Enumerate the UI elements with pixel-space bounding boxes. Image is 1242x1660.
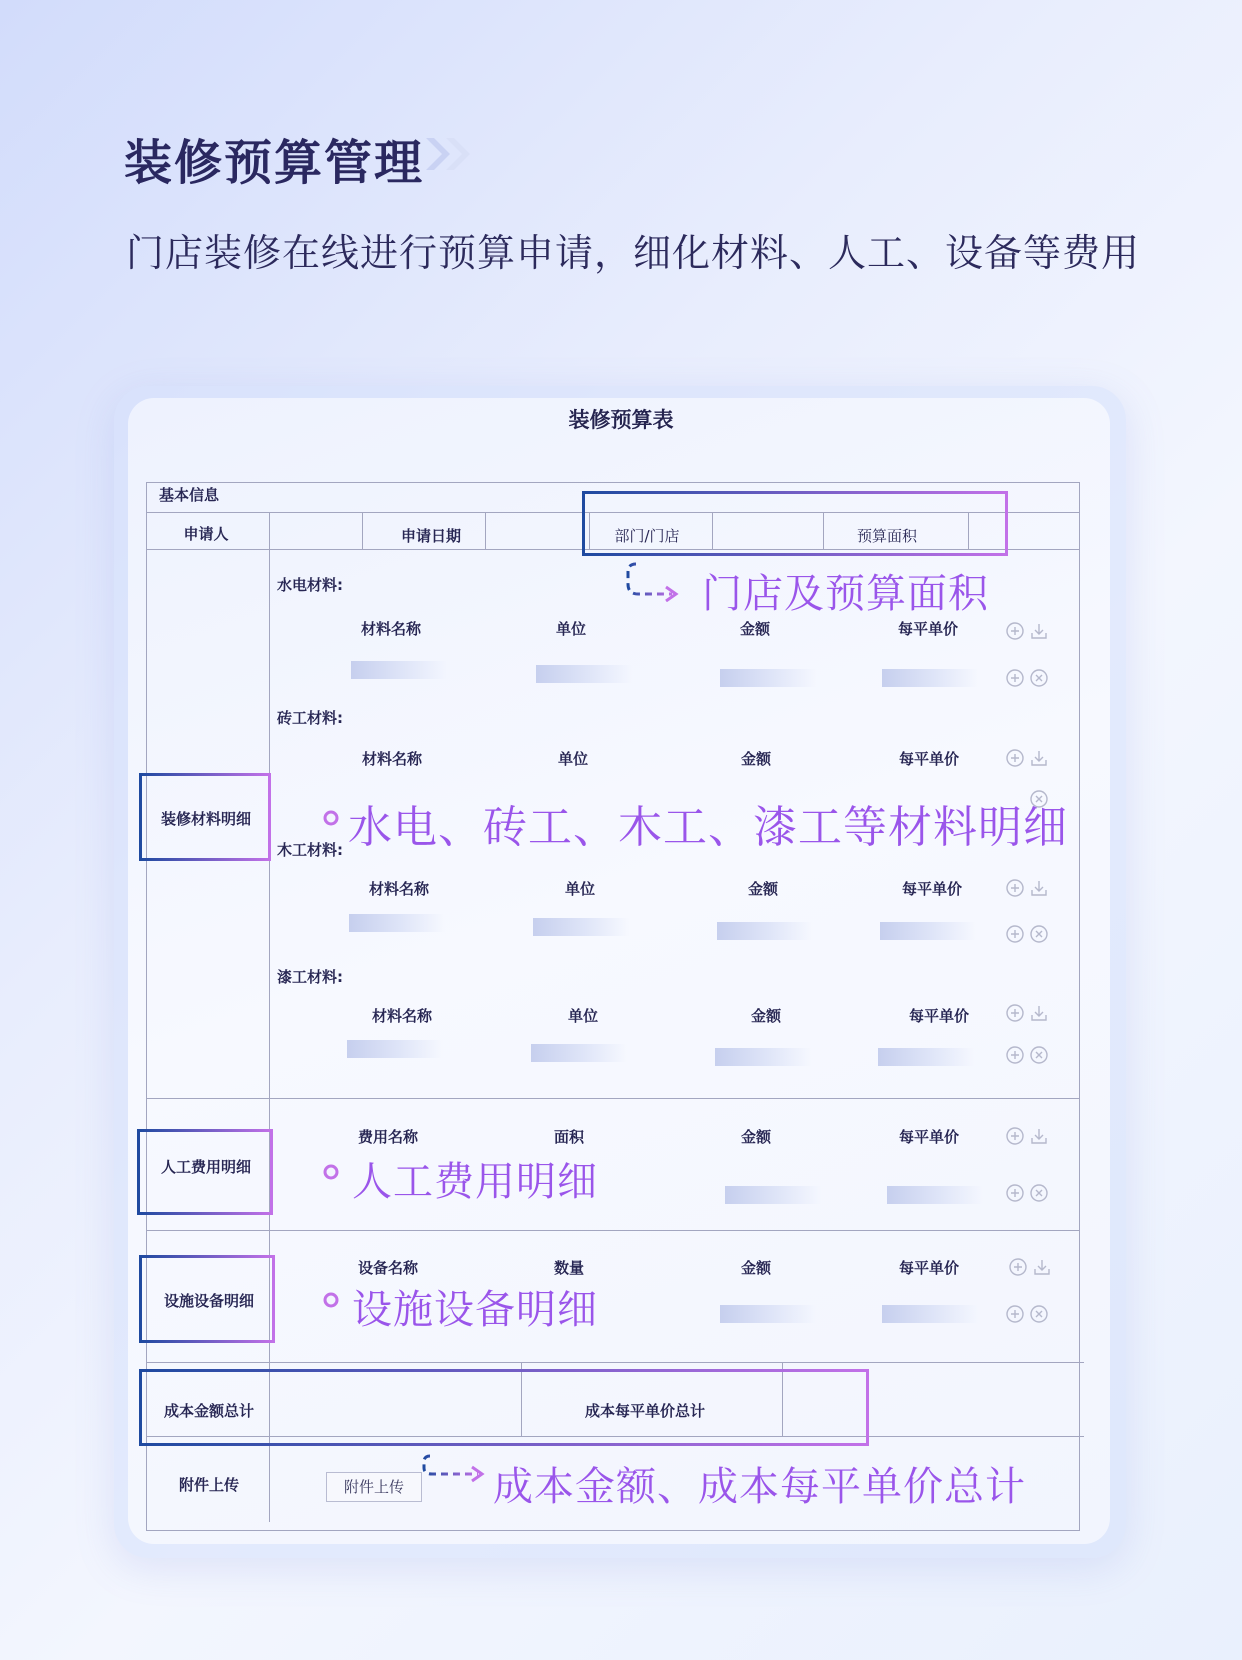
column-header: 单位 [555, 620, 587, 638]
delete-row-icon[interactable] [1029, 1045, 1049, 1065]
materials-annotation: 水电、砖工、木工、漆工等材料明细 [348, 802, 1068, 853]
column-header: 金额 [750, 1007, 782, 1025]
double-chevron-right-icon [424, 134, 476, 174]
add-item-icon[interactable] [1005, 1045, 1025, 1065]
add-row-icon[interactable] [1005, 878, 1025, 898]
totals-highlight [139, 1369, 869, 1446]
add-item-icon[interactable] [1005, 924, 1025, 944]
delete-row-icon[interactable] [1029, 1304, 1049, 1324]
add-row-icon[interactable] [1005, 621, 1025, 641]
import-icon[interactable] [1029, 1003, 1049, 1023]
dept-label: 部门/门店 [614, 527, 680, 545]
material-group-label: 水电材料: [277, 576, 343, 594]
material-group-label: 漆工材料: [277, 968, 343, 986]
unit-input[interactable] [531, 1044, 627, 1062]
column-header: 金额 [740, 750, 772, 768]
connector-dot-icon [284, 808, 340, 828]
column-header: 面积 [553, 1128, 585, 1146]
attachment-label: 附件上传 [178, 1476, 240, 1494]
connector-dot-icon [284, 1290, 340, 1310]
import-icon[interactable] [1029, 621, 1049, 641]
equipment-highlight [139, 1255, 275, 1343]
delete-row-icon[interactable] [1029, 668, 1049, 688]
unit-price-total-label: 成本每平单价总计 [584, 1402, 706, 1420]
connector-arrow-icon [420, 1454, 488, 1490]
labor-annotation: 人工费用明细 [352, 1159, 598, 1205]
material-name-input[interactable] [351, 661, 447, 679]
labor-section-label: 人工费用明细 [160, 1158, 252, 1176]
basic-info-label: 基本信息 [159, 486, 220, 504]
column-header: 金额 [747, 880, 779, 898]
column-header: 每平单价 [898, 1259, 960, 1277]
material-group-label: 木工材料: [277, 841, 343, 859]
column-header: 单位 [567, 1007, 599, 1025]
column-header: 金额 [740, 1128, 772, 1146]
column-header: 每平单价 [908, 1007, 970, 1025]
materials-section-label: 装修材料明细 [160, 810, 252, 828]
totals-annotation: 成本金额、成本每平单价总计 [493, 1464, 1026, 1510]
unit-price-input[interactable] [878, 1048, 974, 1066]
amount-input[interactable] [725, 1186, 821, 1204]
add-item-icon[interactable] [1005, 1304, 1025, 1324]
column-header: 材料名称 [368, 880, 430, 898]
sheet-title: 装修预算表 [568, 408, 674, 432]
add-item-icon[interactable] [1005, 1183, 1025, 1203]
import-icon[interactable] [1032, 1257, 1052, 1277]
column-header: 设备名称 [357, 1259, 419, 1277]
page-title: 装修预算管理 [124, 135, 425, 191]
material-name-input[interactable] [347, 1040, 443, 1058]
column-header: 材料名称 [371, 1007, 433, 1025]
unit-input[interactable] [536, 665, 632, 683]
add-row-icon[interactable] [1008, 1257, 1028, 1277]
column-header: 材料名称 [360, 620, 422, 638]
unit-price-input[interactable] [880, 922, 976, 940]
delete-row-icon[interactable] [1029, 924, 1049, 944]
column-header: 金额 [739, 620, 771, 638]
column-header: 每平单价 [898, 1128, 960, 1146]
import-icon[interactable] [1029, 748, 1049, 768]
amount-input[interactable] [717, 922, 813, 940]
unit-price-input[interactable] [882, 1305, 978, 1323]
material-name-input[interactable] [349, 914, 445, 932]
apply-date-label: 申请日期 [400, 527, 462, 545]
add-row-icon[interactable] [1005, 1126, 1025, 1146]
equipment-section-label: 设施设备明细 [163, 1292, 255, 1310]
unit-price-input[interactable] [887, 1186, 983, 1204]
labor-highlight [137, 1129, 273, 1215]
applicant-label: 申请人 [183, 525, 229, 543]
add-row-icon[interactable] [1005, 748, 1025, 768]
unit-price-input[interactable] [882, 669, 978, 687]
delete-row-icon[interactable] [1029, 1183, 1049, 1203]
column-header: 单位 [564, 880, 596, 898]
amount-input[interactable] [720, 1305, 816, 1323]
column-header: 单位 [557, 750, 589, 768]
column-header: 每平单价 [901, 880, 963, 898]
materials-highlight [139, 773, 271, 861]
import-icon[interactable] [1029, 1126, 1049, 1146]
connector-dot-icon [284, 1162, 340, 1182]
import-icon[interactable] [1029, 878, 1049, 898]
column-header: 每平单价 [897, 620, 959, 638]
store-area-annotation: 门店及预算面积 [702, 571, 989, 617]
attachment-upload-button[interactable]: 附件上传 [326, 1472, 422, 1502]
add-item-icon[interactable] [1005, 668, 1025, 688]
area-label: 预算面积 [856, 527, 918, 545]
column-header: 费用名称 [357, 1128, 419, 1146]
equipment-annotation: 设施设备明细 [352, 1287, 598, 1333]
column-header: 每平单价 [898, 750, 960, 768]
cost-total-label: 成本金额总计 [163, 1402, 255, 1420]
connector-arrow-icon [626, 562, 682, 602]
amount-input[interactable] [720, 669, 816, 687]
applicant-input[interactable] [272, 514, 360, 548]
material-group-label: 砖工材料: [277, 709, 343, 727]
page-subtitle: 门店装修在线进行预算申请，细化材料、人工、设备等费用 [126, 231, 1141, 275]
add-row-icon[interactable] [1005, 1003, 1025, 1023]
column-header: 金额 [740, 1259, 772, 1277]
column-header: 数量 [553, 1259, 585, 1277]
unit-input[interactable] [533, 918, 629, 936]
column-header: 材料名称 [361, 750, 423, 768]
store-area-highlight [582, 491, 1008, 556]
apply-date-input[interactable] [487, 514, 587, 548]
amount-input[interactable] [715, 1048, 811, 1066]
